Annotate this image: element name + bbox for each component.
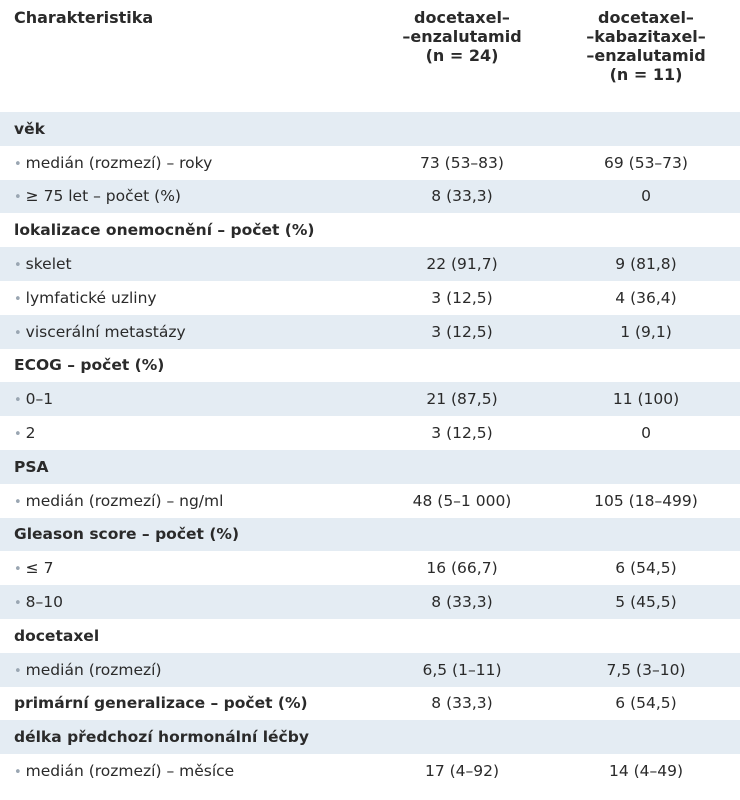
- row-label: délka předchozí hormonální léčby: [0, 720, 372, 754]
- table-row: [0, 754, 740, 788]
- cell-value-1: 8 (33,3): [372, 180, 552, 214]
- cell-value-1: 16 (66,7): [426, 559, 498, 578]
- row-label: medián (rozmezí) – měsíce: [25, 762, 235, 781]
- cell-value-1: 8 (33,3): [372, 585, 552, 619]
- row-label: Gleason score – počet (%): [0, 518, 372, 552]
- bullet-icon: •: [14, 427, 22, 443]
- header-docetaxel-enzalutamid: [372, 0, 552, 112]
- bullet-icon: •: [14, 562, 22, 578]
- header-col2-line-4: (n = 11): [609, 65, 683, 84]
- row-label: ECOG – počet (%): [14, 356, 165, 375]
- bullet-icon: •: [14, 765, 22, 781]
- row-label: medián (rozmezí) – ng/ml: [25, 491, 224, 510]
- header-row: [0, 0, 740, 112]
- header-col1-line-3: (n = 24): [425, 46, 499, 65]
- row-label: 2: [25, 424, 36, 443]
- header-col1-line-2: –enzalutamid: [402, 27, 522, 46]
- cell-value-1: 73 (53–83): [420, 153, 504, 172]
- bullet-icon: •: [14, 393, 22, 409]
- header-col2-line-1: docetaxel–: [598, 8, 694, 27]
- cell-value-1: 17 (4–92): [424, 762, 500, 781]
- row-label: docetaxel: [14, 626, 100, 645]
- cell-value-2: 0: [641, 424, 651, 443]
- bullet-icon: •: [14, 596, 22, 612]
- cell-value-2: [552, 619, 740, 653]
- row-label: ≥ 75 let – počet (%): [25, 187, 181, 206]
- header-col2-line-3: –enzalutamid: [586, 46, 706, 65]
- row-label: 8–10: [25, 593, 64, 612]
- table-row-group-age: [0, 112, 740, 146]
- cell-value-1: 8 (33,3): [431, 694, 493, 713]
- table-row: [0, 180, 740, 214]
- bullet-icon: •: [14, 291, 22, 307]
- cell-value-1: 22 (91,7): [372, 247, 552, 281]
- bullet-icon: •: [14, 258, 22, 274]
- cell-value-2: [552, 720, 740, 754]
- row-label: lokalizace onemocnění – počet (%): [14, 221, 315, 240]
- cell-value-2: 14 (4–49): [608, 762, 684, 781]
- table-row: [0, 653, 740, 687]
- table-row-group-docetaxel: [0, 619, 740, 653]
- table-row-group-localization: [0, 213, 740, 247]
- cell-value-2: [552, 349, 740, 383]
- cell-value-1: [372, 213, 552, 247]
- cell-value-2: 6 (54,5): [615, 559, 677, 578]
- cell-value-1: [372, 518, 552, 552]
- bullet-icon: •: [14, 325, 22, 341]
- bullet-icon: •: [14, 190, 22, 206]
- cell-value-2: [552, 213, 740, 247]
- row-label: PSA: [0, 450, 372, 484]
- header-docetaxel-kabazitaxel-enzalutamid: [552, 0, 740, 112]
- cell-value-2: 1 (9,1): [552, 315, 740, 349]
- cell-value-1: 3 (12,5): [431, 424, 493, 443]
- cell-value-1: [372, 720, 552, 754]
- table-row-group-hormonal-therapy: [0, 720, 740, 754]
- cell-value-2: 4 (36,4): [615, 288, 677, 307]
- table-row-group-ecog: [0, 349, 740, 383]
- bullet-icon: •: [14, 494, 22, 510]
- cell-value-1: 3 (12,5): [431, 288, 493, 307]
- row-label: viscerální metastázy: [25, 322, 186, 341]
- cell-value-2: 105 (18–499): [594, 491, 698, 510]
- table-row: [0, 382, 740, 416]
- cell-value-2: 69 (53–73): [604, 153, 688, 172]
- bullet-icon: •: [14, 156, 22, 172]
- cell-value-2: 0: [552, 180, 740, 214]
- bullet-icon: •: [14, 663, 22, 679]
- row-label: věk: [0, 112, 372, 146]
- row-label: ≤ 7: [25, 559, 54, 578]
- cell-value-2: 9 (81,8): [552, 247, 740, 281]
- cell-value-2: 6 (54,5): [615, 694, 677, 713]
- cell-value-1: 6,5 (1–11): [372, 653, 552, 687]
- table-row: [0, 585, 740, 619]
- table-row: [0, 281, 740, 315]
- table-row: [0, 146, 740, 180]
- cell-value-2: 5 (45,5): [552, 585, 740, 619]
- cell-value-1: [372, 112, 552, 146]
- row-label: medián (rozmezí): [25, 660, 162, 679]
- row-label: 0–1: [25, 390, 54, 409]
- table-row: [0, 247, 740, 281]
- table-row-group-psa: [0, 450, 740, 484]
- table-row: [0, 315, 740, 349]
- cell-value-1: [372, 450, 552, 484]
- cell-value-2: 7,5 (3–10): [552, 653, 740, 687]
- table-row-primary-generalization: [0, 687, 740, 721]
- row-label: primární generalizace – počet (%): [14, 694, 308, 713]
- cell-value-2: [552, 112, 740, 146]
- header-col2-line-2: –kabazitaxel–: [586, 27, 706, 46]
- cell-value-2: 11 (100): [552, 382, 740, 416]
- table-row-group-gleason: [0, 518, 740, 552]
- cell-value-1: 3 (12,5): [372, 315, 552, 349]
- row-label: skelet: [25, 255, 72, 274]
- cell-value-1: 21 (87,5): [372, 382, 552, 416]
- cell-value-1: 48 (5–1 000): [412, 491, 512, 510]
- table-row: [0, 551, 740, 585]
- header-col1-line-1: docetaxel–: [414, 8, 510, 27]
- header-characteristic: Charakteristika: [14, 8, 154, 27]
- cell-value-1: [372, 349, 552, 383]
- row-label: medián (rozmezí) – roky: [25, 153, 213, 172]
- table-row: [0, 416, 740, 450]
- table-row: [0, 484, 740, 518]
- cell-value-1: [372, 619, 552, 653]
- cell-value-2: [552, 518, 740, 552]
- cell-value-2: [552, 450, 740, 484]
- row-label: lymfatické uzliny: [25, 288, 157, 307]
